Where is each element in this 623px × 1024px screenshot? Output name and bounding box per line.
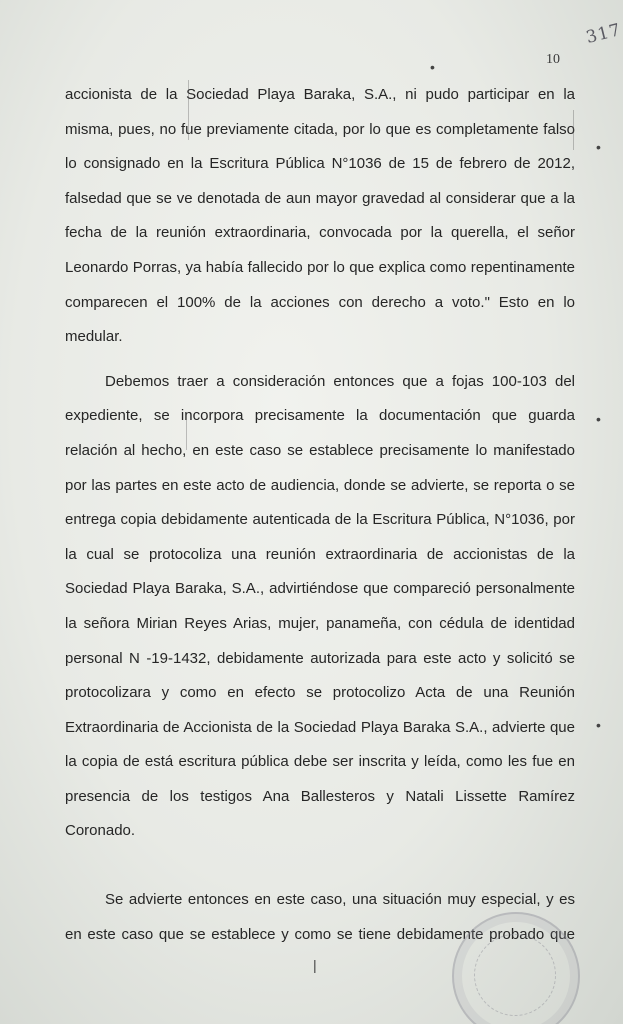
text-line: protocolizara y como en efecto se protocolizo Acta de una Reunión	[65, 684, 575, 702]
ink-dot: •	[596, 717, 601, 733]
text-line: en este caso que se establece y como se tiene debidamente probado que	[65, 925, 575, 943]
scan-line	[188, 80, 189, 140]
text-line: Extraordinaria de Accionista de la Sociedad Playa Baraka S.A., advierte que	[65, 718, 575, 736]
text-line: fecha de la reunión extraordinaria, convocada por la querella, el señor	[65, 224, 575, 242]
handwritten-folio-number: 317	[584, 20, 623, 48]
text-line: la copia de está escritura pública debe ser inscrita y leída, como les fue en	[65, 753, 575, 771]
text-line: la cual se protocoliza una reunión extraordinaria de accionistas de la	[65, 545, 575, 563]
text-line: por las partes en este acto de audiencia, donde se advierte, se reporta o se	[65, 476, 575, 494]
scan-line	[573, 110, 574, 150]
text-line: la señora Mirian Reyes Arias, mujer, panameña, con cédula de identidad	[65, 614, 575, 632]
seal-inner-ring	[474, 934, 556, 1016]
text-line: comparecen el 100% de la acciones con derecho a voto." Esto en lo	[65, 293, 575, 311]
text-line: accionista de la Sociedad Playa Baraka, S.A., ni pudo participar en la	[65, 86, 575, 103]
text-line: lo consignado en la Escritura Pública N°1036 de 15 de febrero de 2012,	[65, 155, 575, 173]
text-line: Debemos traer a consideración entonces que a fojas 100-103 del	[105, 372, 575, 390]
text-line: Se advierte entonces en este caso, una situación muy especial, y es	[105, 891, 575, 909]
text-line: medular.	[65, 328, 123, 346]
ink-dot: •	[596, 411, 601, 427]
text-line: Sociedad Playa Baraka, S.A., advirtiéndose que compareció personalmente	[65, 580, 575, 598]
text-line: presencia de los testigos Ana Ballesteros y Natali Lissette Ramírez	[65, 787, 575, 805]
page-number: 10	[546, 52, 560, 67]
paragraph-2	[65, 365, 575, 849]
text-line: misma, pues, no fue previamente citada, por lo que es completamente falso	[65, 120, 575, 138]
document-body	[65, 78, 575, 952]
ink-dot: |	[313, 957, 317, 973]
text-line: Coronado.	[65, 822, 136, 840]
ink-dot: •	[430, 59, 435, 75]
text-line: expediente, se incorpora precisamente la documentación que guarda	[65, 407, 575, 425]
text-line: Leonardo Porras, ya había fallecido por lo que explica como repentinamente	[65, 258, 575, 276]
text-line: relación al hecho, en este caso se establece precisamente lo manifestado	[65, 441, 575, 459]
text-line: falsedad que se ve denotada de aun mayor gravedad al considerar que a la	[65, 189, 575, 207]
scan-line	[186, 420, 187, 450]
text-line: personal N -19-1432, debidamente autorizada para este acto y solicitó se	[65, 649, 575, 667]
text-line: entrega copia debidamente autenticada de la Escritura Pública, N°1036, por	[65, 511, 575, 529]
paragraph-1	[65, 78, 575, 355]
ink-dot: •	[596, 139, 601, 155]
